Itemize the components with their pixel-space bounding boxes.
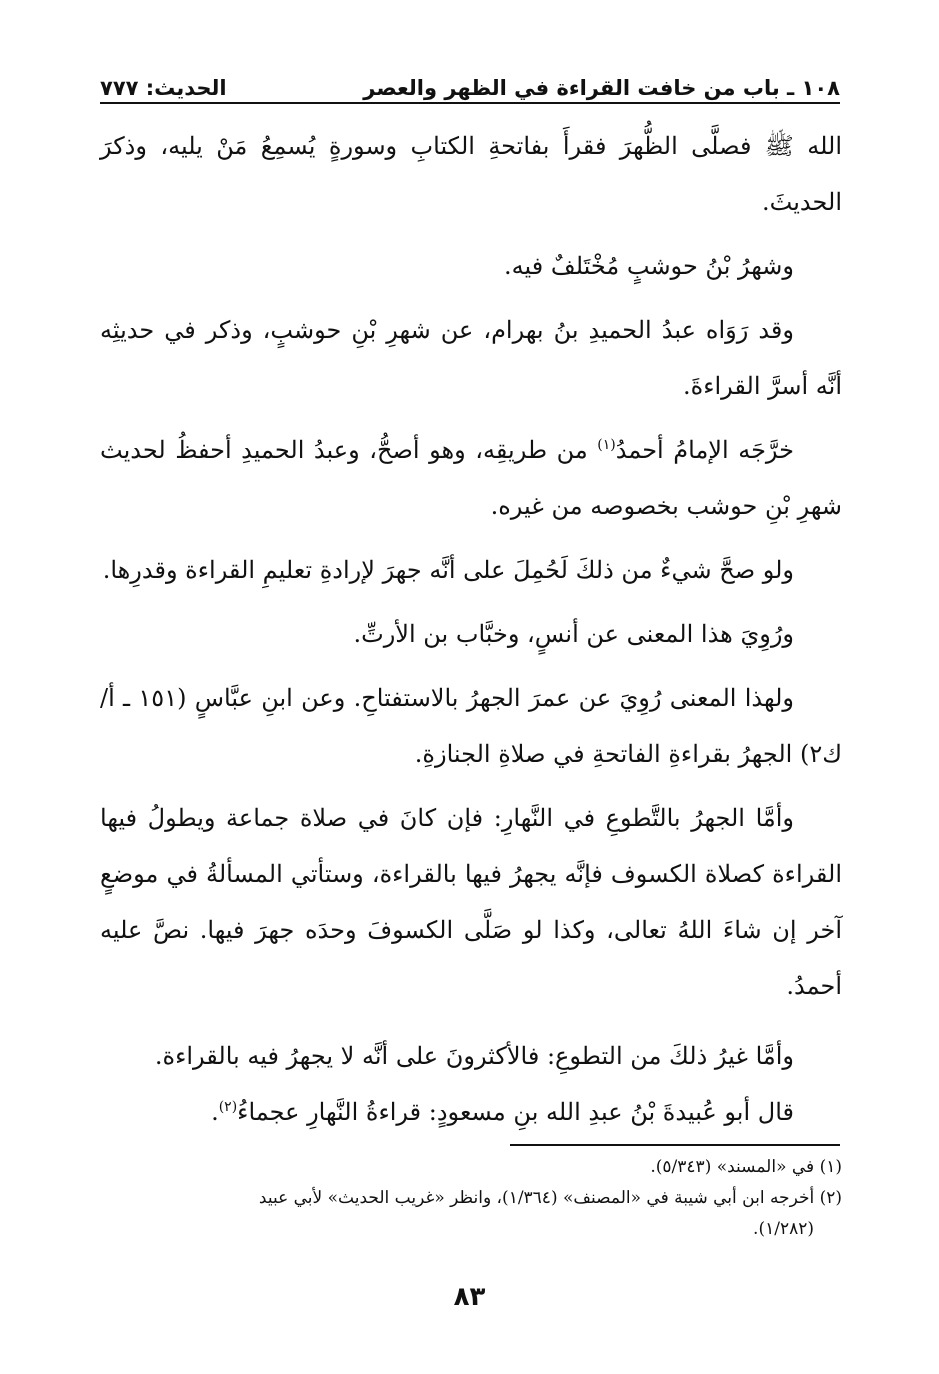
paragraph-4-text-a: خرَّجَه الإمامُ أحمدُ — [615, 436, 794, 464]
paragraph-6: ورُوِيَ هذا المعنى عن أنسٍ، وخبَّاب بن الأرتِّ. — [353, 620, 794, 648]
paragraph-4-text-b: من طريقِه، وهو أصحُّ، وعبدُ الحميدِ أحفظُ لحديث شهرِ بْنِ حوشب بخصوصه من غيره. — [100, 436, 842, 520]
paragraph-3: وقد رَوَاه عبدُ الحميدِ بنُ بهرام، عن شهرِ بْنِ حوشبٍ، وذكر في حديثِه أنَّه أسرَّ القراءةَ. — [100, 316, 842, 400]
footnote-marker-1: (١) — [597, 437, 616, 453]
paragraph-9: وأمَّا غيرُ ذلكَ من التطوعِ: فالأكثرونَ على أنَّه لا يجهرُ فيه بالقراءة. — [154, 1042, 794, 1070]
paragraph-7: ولهذا المعنى رُوِيَ عن عمرَ الجهرُ بالاستفتاحِ. وعن ابنِ عبَّاسٍ (١٥١ ـ أ/ك٢) الجهرُ بقراءةِ الفاتحةِ في صلاةِ الجنازةِ. — [100, 684, 842, 768]
paragraph-10-text-a: قال أبو عُبيدةَ بْنُ عبدِ الله بنِ مسعودٍ: قراءةُ النَّهارِ عجماءُ — [237, 1098, 794, 1126]
footnote-2: (٢) أخرجه ابن أبي شيبة في «المصنف» (١/٣٦٤)، وانظر «غريب الحديث» لأبي عبيد — [258, 1188, 842, 1208]
paragraph-1: الله ﷺ فصلَّى الظُّهرَ فقرأَ بفاتحةِ الكتابِ وسورةٍ يُسمِعُ مَنْ يليه، وذكرَ الحديثَ. — [100, 132, 842, 216]
paragraph-2: وشهرُ بْنُ حوشبٍ مُخْتَلفٌ فيه. — [504, 252, 794, 280]
paragraph-10 — [100, 1084, 842, 1140]
chapter-title: ١٠٨ ـ باب من خافت القراءة في الظهر والعصر — [363, 76, 840, 100]
paragraph-5: ولو صحَّ شيءٌ من ذلكَ لَحُمِلَ على أنَّه جهرَ لإرادةِ تعليمِ القراءة وقدرِها. — [102, 556, 794, 584]
footnote-2-continuation: (١/٢٨٢). — [753, 1219, 814, 1239]
footnote-marker-2: (٢) — [218, 1099, 238, 1115]
paragraph-10-text-b: . — [211, 1098, 219, 1126]
header-rule — [100, 102, 840, 104]
body-text — [100, 118, 842, 1140]
paragraph-8: وأمَّا الجهرُ بالتَّطوعِ في النَّهارِ: فإن كانَ في صلاة جماعة ويطولُ فيها القراءة كصلاة الكسوف فإنَّه يجهرُ فيها بالقراءة، وستأتي المسألةُ في موضعٍ آخر إن شاءَ اللهُ تعالى، وكذا لو صَلَّى الكسوفَ وحدَه جهرَ فيها. نصَّ عليه أحمدُ. — [100, 804, 842, 1000]
footnotes — [100, 1152, 842, 1245]
running-header — [100, 60, 840, 100]
footnote-1: (١) في «المسند» (٥/٣٤٣). — [650, 1157, 842, 1177]
page-number: ٨٣ — [453, 1282, 486, 1312]
paragraph-4 — [100, 422, 842, 534]
hadith-number: الحديث: ٧٧٧ — [100, 76, 227, 100]
footnote-separator — [510, 1144, 840, 1146]
